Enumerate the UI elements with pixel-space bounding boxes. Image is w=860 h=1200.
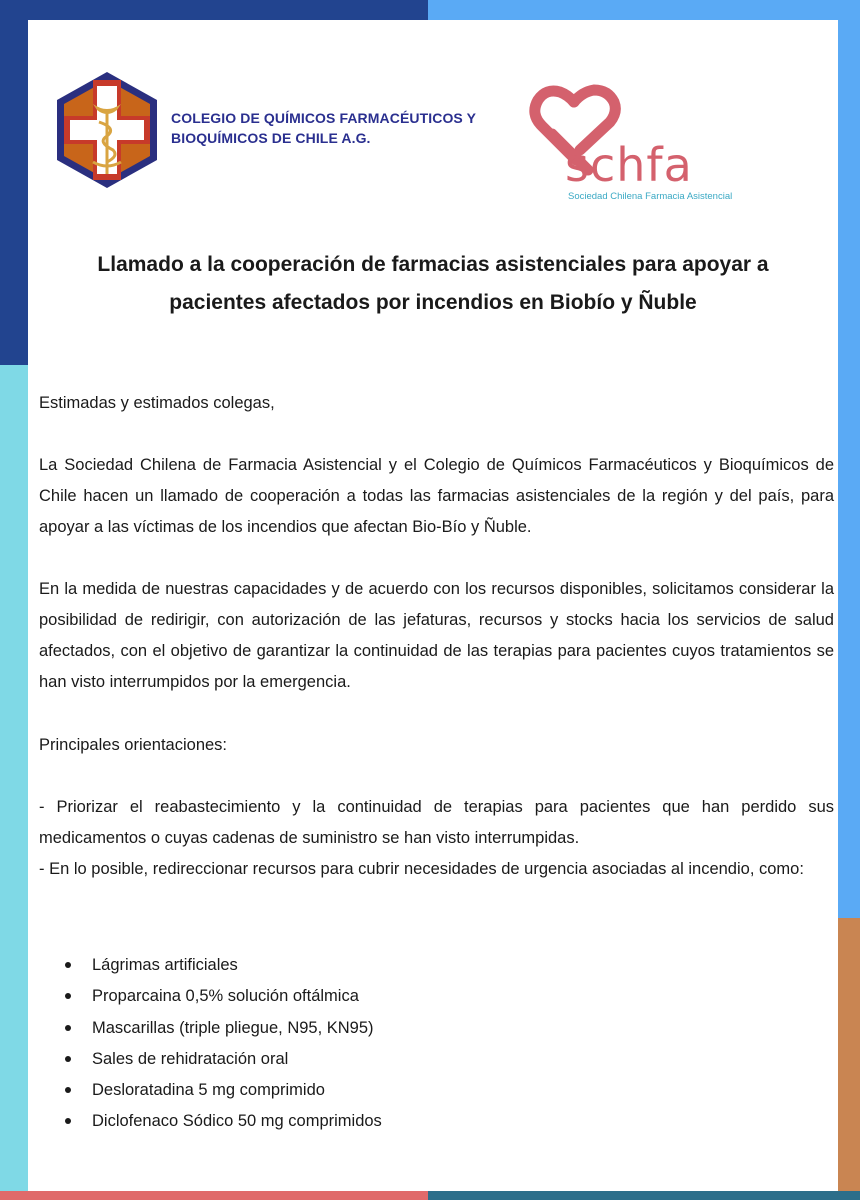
colegio-name-line2: BIOQUÍMICOS DE CHILE A.G. (171, 130, 371, 146)
bullet-icon (65, 993, 71, 999)
bullet-icon (65, 962, 71, 968)
frame-right-top (838, 0, 860, 918)
bullet-icon (65, 1056, 71, 1062)
supply-item (58, 1106, 758, 1137)
paragraph-request: En la medida de nuestras capacidades y de acuerdo con los recursos disponibles, solicitamos considerar la posibilidad de redirigir, con autorización de las jefaturas, recursos y stocks hacia los servicios de salud afectados, con el objetivo de garantizar la continuidad de las terapias para pacientes cuyos tratamientos se han visto interrumpidos por la emergencia. (39, 580, 834, 691)
supply-item-label: Sales de rehidratación oral (92, 1049, 289, 1068)
bullet-icon (65, 1087, 71, 1093)
schfa-wordmark: schfa (565, 138, 693, 192)
supply-item (58, 950, 758, 981)
bullet-icon (65, 1118, 71, 1124)
orientation-item: - Priorizar el reabastecimiento y la continuidad de terapias para pacientes que han perdido sus medicamentos o cuyas cadenas de suministro se han visto interrumpidas. (39, 798, 834, 847)
supplies-list (58, 950, 758, 1138)
supply-item (58, 1044, 758, 1075)
document-page (28, 20, 838, 1191)
orientations-list (39, 792, 834, 885)
schfa-subtitle: Sociedad Chilena Farmacia Asistencial (568, 191, 733, 202)
colegio-name (171, 108, 511, 148)
frame-top-left (0, 0, 428, 20)
supply-item-label: Diclofenaco Sódico 50 mg comprimidos (92, 1112, 382, 1131)
supply-item-label: Desloratadina 5 mg comprimido (92, 1081, 325, 1100)
frame-left-top (0, 0, 28, 365)
document-title (48, 246, 818, 322)
supply-item (58, 1013, 758, 1044)
supply-item-label: Proparcaina 0,5% solución oftálmica (92, 987, 359, 1006)
supply-item-label: Lágrimas artificiales (92, 956, 238, 974)
frame-right-bottom (838, 918, 860, 1200)
title-line2: pacientes afectados por incendios en Biobío y Ñuble (169, 291, 697, 314)
supply-item (58, 981, 758, 1012)
hexagon-caduceus-icon (53, 70, 161, 190)
paragraph-call: La Sociedad Chilena de Farmacia Asistencial y el Colegio de Químicos Farmacéuticos y Bioquímicos de Chile hacen un llamado de cooperación a todas las farmacias asistenciales de la región y del país, para apoyar a las víctimas de los incendios que afectan Bio-Bío y Ñuble. (39, 456, 834, 536)
frame-top-right (428, 0, 860, 20)
frame-bottom-right (428, 1191, 860, 1200)
orientations-heading: Principales orientaciones: (39, 736, 228, 754)
orientation-item: - En lo posible, redireccionar recursos para cubrir necesidades de urgencia asociadas al incendio, como: (39, 860, 804, 878)
title-line1: Llamado a la cooperación de farmacias asistenciales para apoyar a (97, 253, 769, 276)
greeting: Estimadas y estimados colegas, (39, 394, 275, 412)
frame-bottom-left (0, 1191, 428, 1200)
colegio-name-line1: COLEGIO DE QUÍMICOS FARMACÉUTICOS Y (171, 110, 477, 126)
supply-item-label: Mascarillas (triple pliegue, N95, KN95) (92, 1018, 374, 1037)
frame-left-bottom (0, 365, 28, 1200)
supply-item (58, 1075, 758, 1106)
bullet-icon (65, 1025, 71, 1031)
